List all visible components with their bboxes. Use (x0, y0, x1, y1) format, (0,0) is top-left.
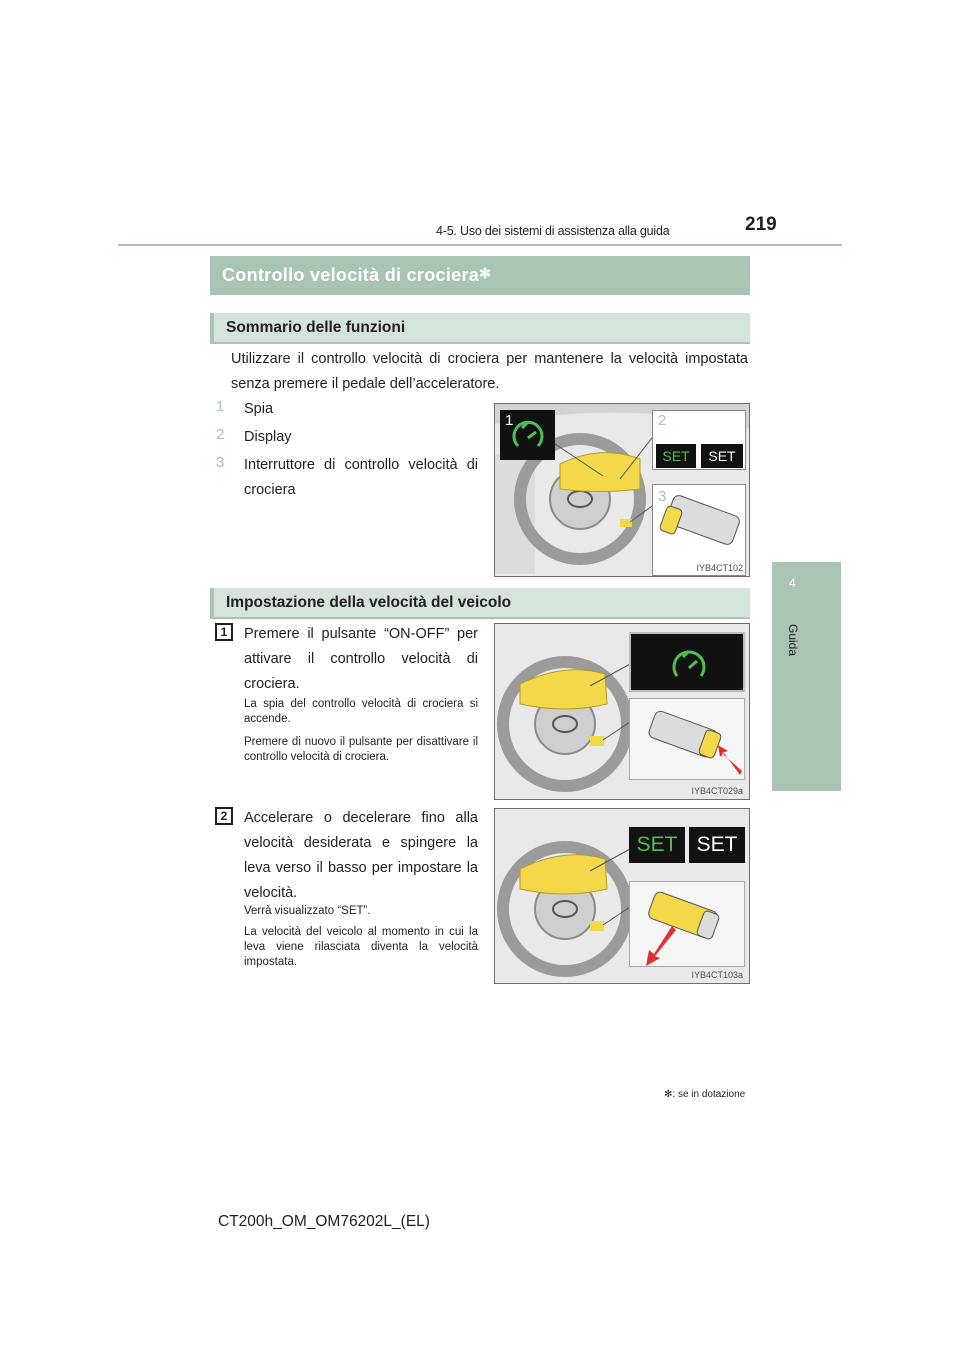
figure-code: IYB4CT102 (696, 563, 743, 573)
lever-inset (629, 881, 745, 967)
footer-document-code: CT200h_OM_OM76202L_(EL) (218, 1213, 430, 1230)
indicator-display (629, 632, 745, 692)
figure-step-1 (494, 623, 750, 800)
set-indicator-left: SET (656, 444, 696, 468)
step-1-note-2: Premere di nuovo il pulsante per disattivare il controllo velocità di crociera. (244, 736, 478, 763)
step-2-note-2: La velocità del veicolo al momento in cui la leva viene rilasciata diventa la velocità impostata. (244, 926, 478, 968)
chapter-tab-number: 4 (789, 576, 796, 590)
cruise-indicator-icon (631, 634, 747, 694)
chapter-tab-label: Guida (786, 624, 800, 657)
chapter-title: 4-5. Uso dei sistemi di assistenza alla guida (436, 224, 670, 238)
lever-push-down-icon (630, 882, 746, 968)
step-2-text: Accelerare o decelerare fino alla velocità desiderata e spingere la leva verso il basso per impostare la velocità. (244, 810, 478, 901)
lever-inset (629, 698, 745, 780)
footnote-mark-icon: ✻ (664, 1089, 673, 1100)
lever-press-icon (630, 699, 746, 781)
overview-heading-rule (210, 342, 750, 344)
item-number-3: 3 (216, 454, 225, 471)
footnote-mark-icon: ✻ (479, 265, 492, 281)
page-number: 219 (745, 214, 777, 235)
figure-code: IYB4CT103a (691, 970, 743, 980)
item-label-spia: Spia (244, 401, 274, 417)
overview-intro: Utilizzare il controllo velocità di crociera per mantenere la velocità impostata senza premere il pedale dell’acceleratore. (231, 351, 748, 392)
callout-3: 3 (658, 488, 667, 505)
footnote (664, 1089, 745, 1100)
figure-overview (494, 403, 750, 577)
step-1-note-1: La spia del controllo velocità di crociera si accende. (244, 698, 478, 725)
setting-heading-text: Impostazione della velocità del veicolo (226, 594, 512, 611)
header-rule (118, 244, 842, 246)
item-label-display: Display (244, 429, 292, 445)
item-number-2: 2 (216, 426, 225, 443)
overview-heading-text: Sommario delle funzioni (226, 319, 406, 336)
step-number-2: 2 (215, 807, 233, 825)
callout-2: 2 (658, 412, 667, 429)
overview-heading (210, 313, 750, 343)
chapter-side-tab (772, 562, 841, 791)
item-label-switch: Interruttore di controllo velocità di crociera (244, 457, 478, 498)
figure-code: IYB4CT029a (691, 786, 743, 796)
setting-heading-rule (210, 617, 750, 619)
section-heading (210, 256, 750, 295)
section-title: Controllo velocità di crociera (222, 265, 480, 285)
setting-heading (210, 588, 750, 618)
footnote-text: : se in dotazione (672, 1089, 746, 1100)
figure-step-2 (494, 808, 750, 984)
item-number-1: 1 (216, 398, 225, 415)
set-indicator-right: SET (701, 444, 743, 468)
set-display-right: SET (689, 827, 745, 863)
callout-1: 1 (505, 412, 514, 429)
step-number-1: 1 (215, 623, 233, 641)
step-1-text: Premere il pulsante “ON-OFF” per attivare il controllo velocità di crociera. (244, 626, 478, 692)
set-display-left: SET (629, 827, 685, 863)
step-2-note-1: Verrà visualizzato “SET”. (244, 905, 371, 917)
